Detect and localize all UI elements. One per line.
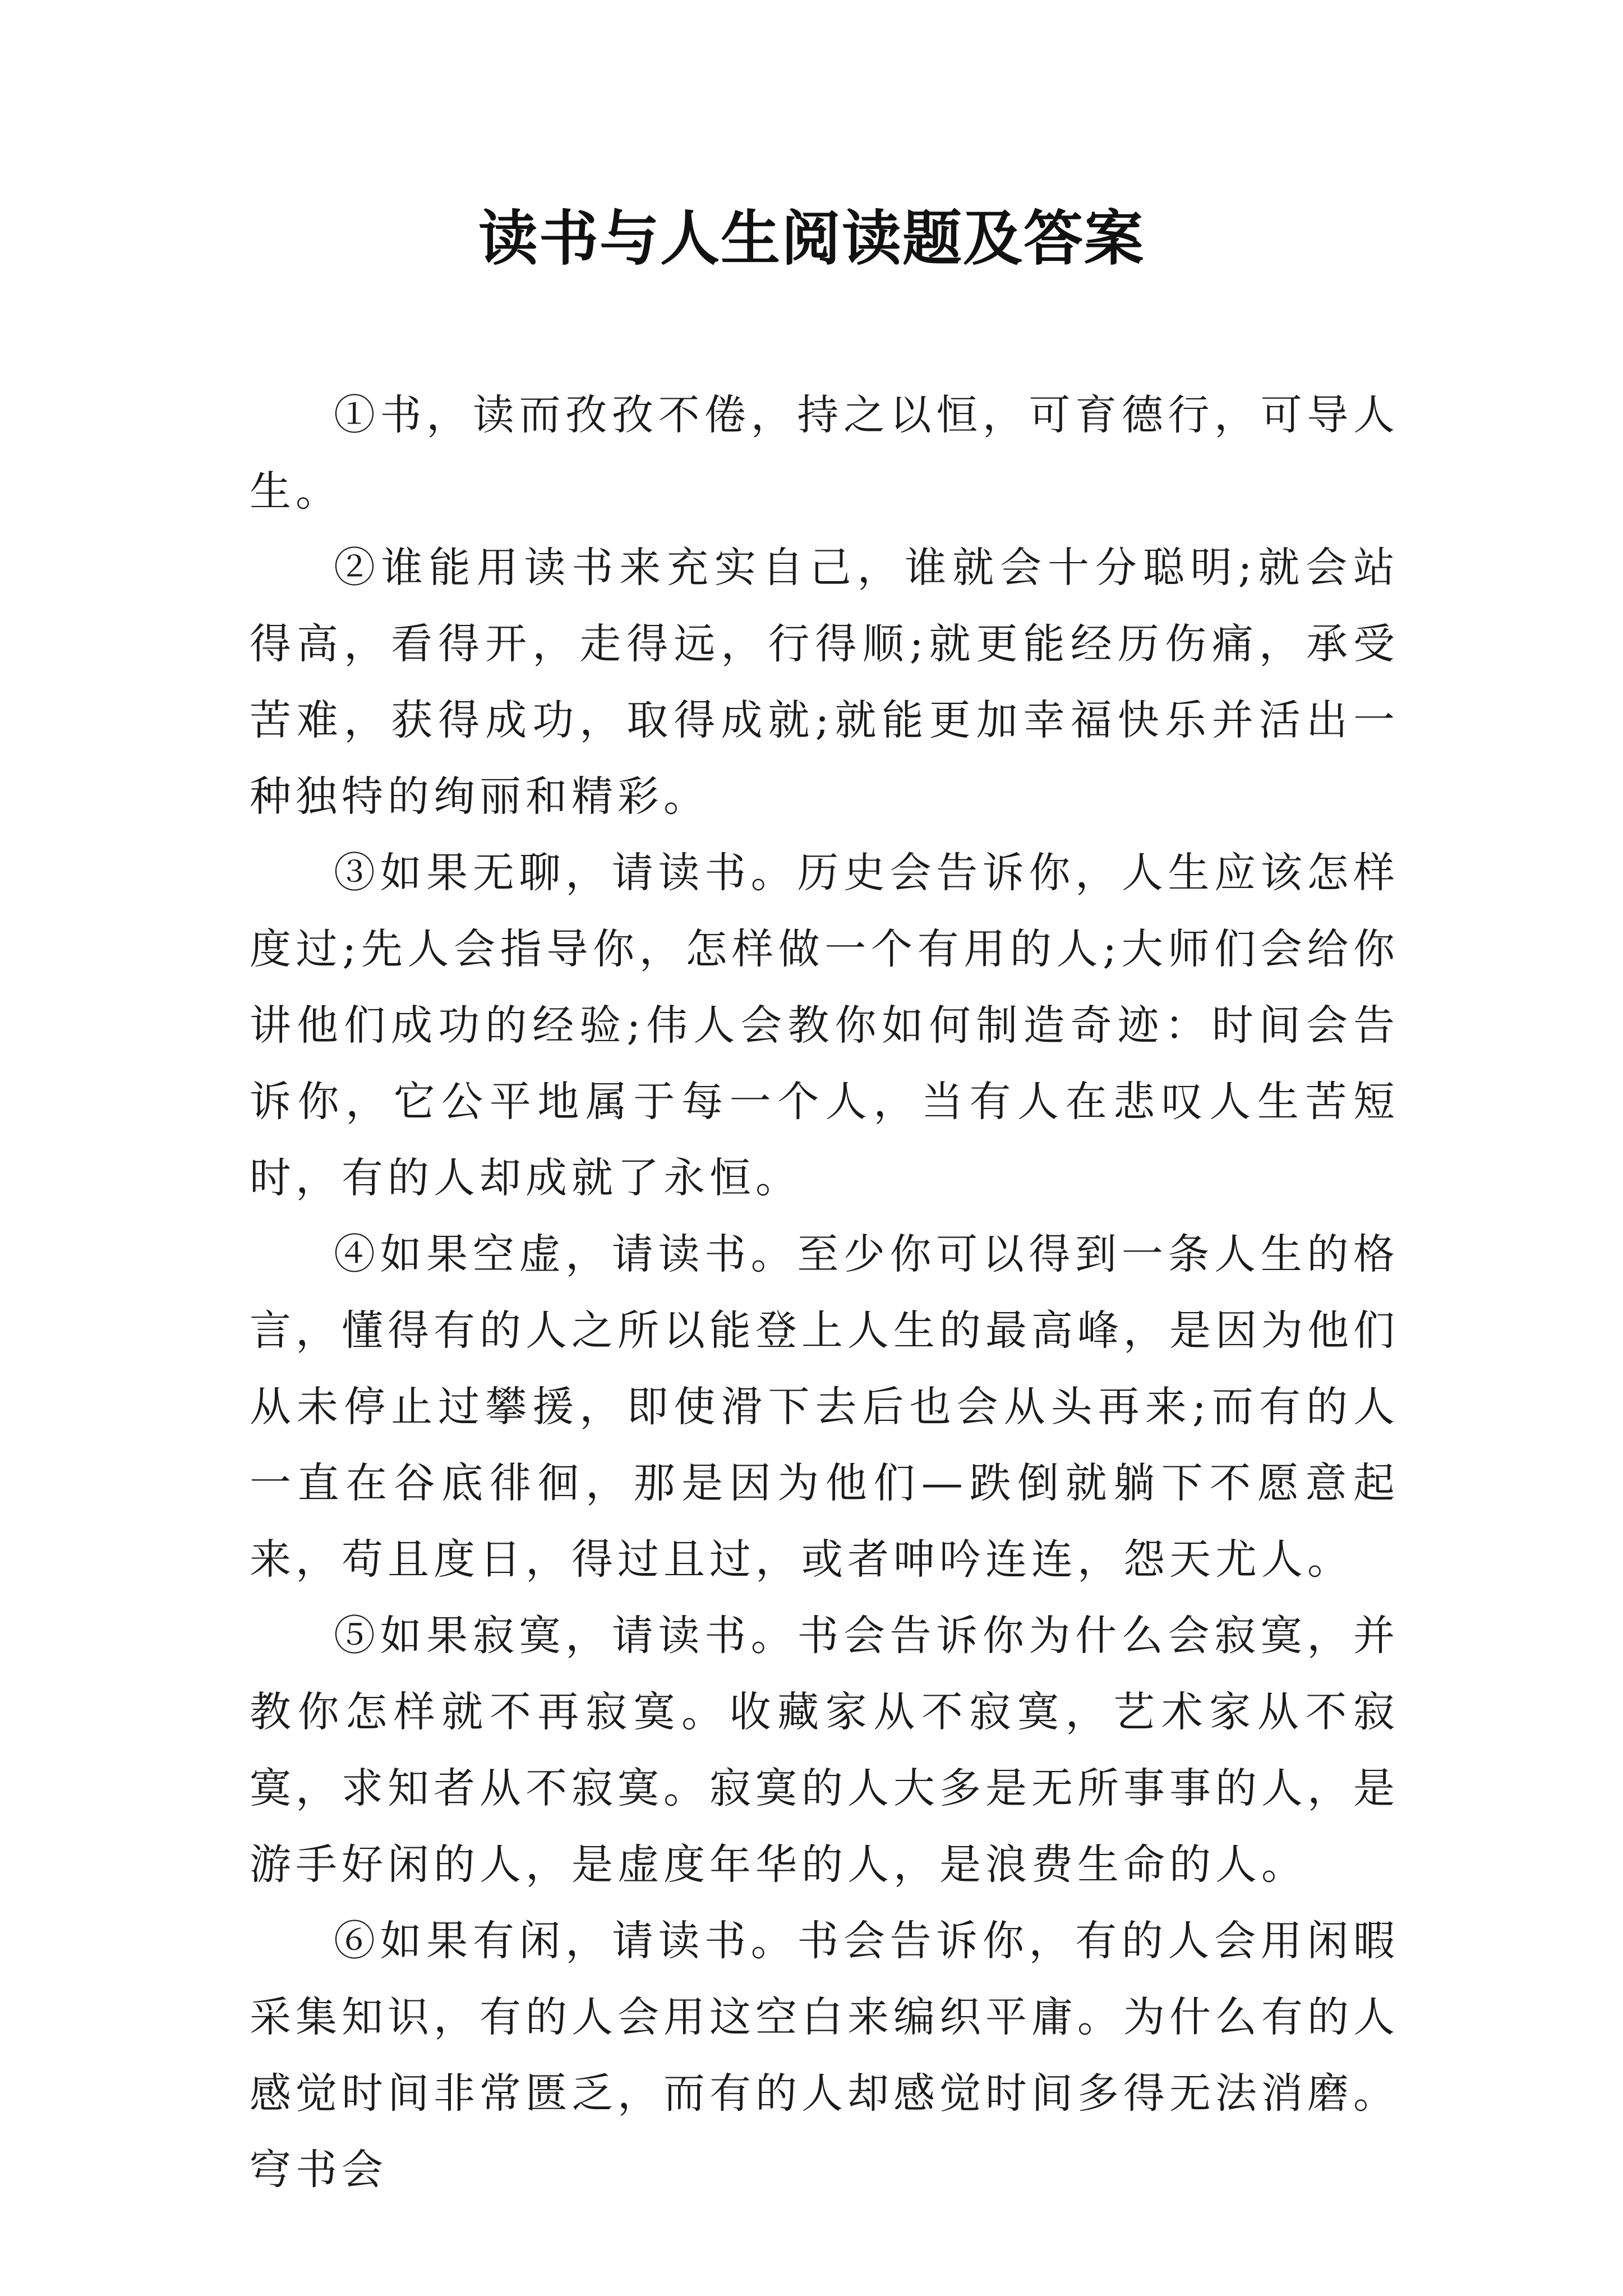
document-title: 读书与人生阅读题及答案 [478, 203, 1145, 273]
paragraph: ①书，读而孜孜不倦，持之以恒，可育德行，可导人生。 [250, 391, 1399, 516]
document-body [250, 377, 1399, 2208]
paragraph: ⑤如果寂寞，请读书。书会告诉你为什么会寂寞，并教你怎样就不再寂寞。收藏家从不寂寞，艺术家从不寂寞，求知者从不寂寞。寂寞的人大多是无所事事的人，是游手好闲的人，是虚度年华的人，是浪费生命的人。 [250, 1612, 1399, 1889]
paragraph: ③如果无聊，请读书。历史会告诉你，人生应该怎样度过;先人会指导你，怎样做一个有用的人;大师们会给你讲他们成功的经验;伟人会教你如何制造奇迹：时间会告诉你，它公平地属于每一个人，当有人在悲叹人生苦短时，有的人却成就了永恒。 [250, 849, 1399, 1202]
paragraph: ④如果空虚，请读书。至少你可以得到一条人生的格言，懂得有的人之所以能登上人生的最高峰，是因为他们从未停止过攀援，即使滑下去后也会从头再来;而有的人一直在谷底徘徊，那是因为他们—跌倒就躺下不愿意起来，苟且度日，得过且过，或者呻吟连连，怨天尤人。 [250, 1230, 1399, 1584]
paragraph: ②谁能用读书来充实自己，谁就会十分聪明;就会站得高，看得开，走得远，行得顺;就更能经历伤痛，承受苦难，获得成功，取得成就;就能更加幸福快乐并活出一种独特的绚丽和精彩。 [250, 544, 1399, 821]
paragraph: ⑥如果有闲，请读书。书会告诉你，有的人会用闲暇采集知识，有的人会用这空白来编织平庸。为什么有的人感觉时间非常匮乏，而有的人却感觉时间多得无法消磨。穹书会 [250, 1917, 1399, 2194]
